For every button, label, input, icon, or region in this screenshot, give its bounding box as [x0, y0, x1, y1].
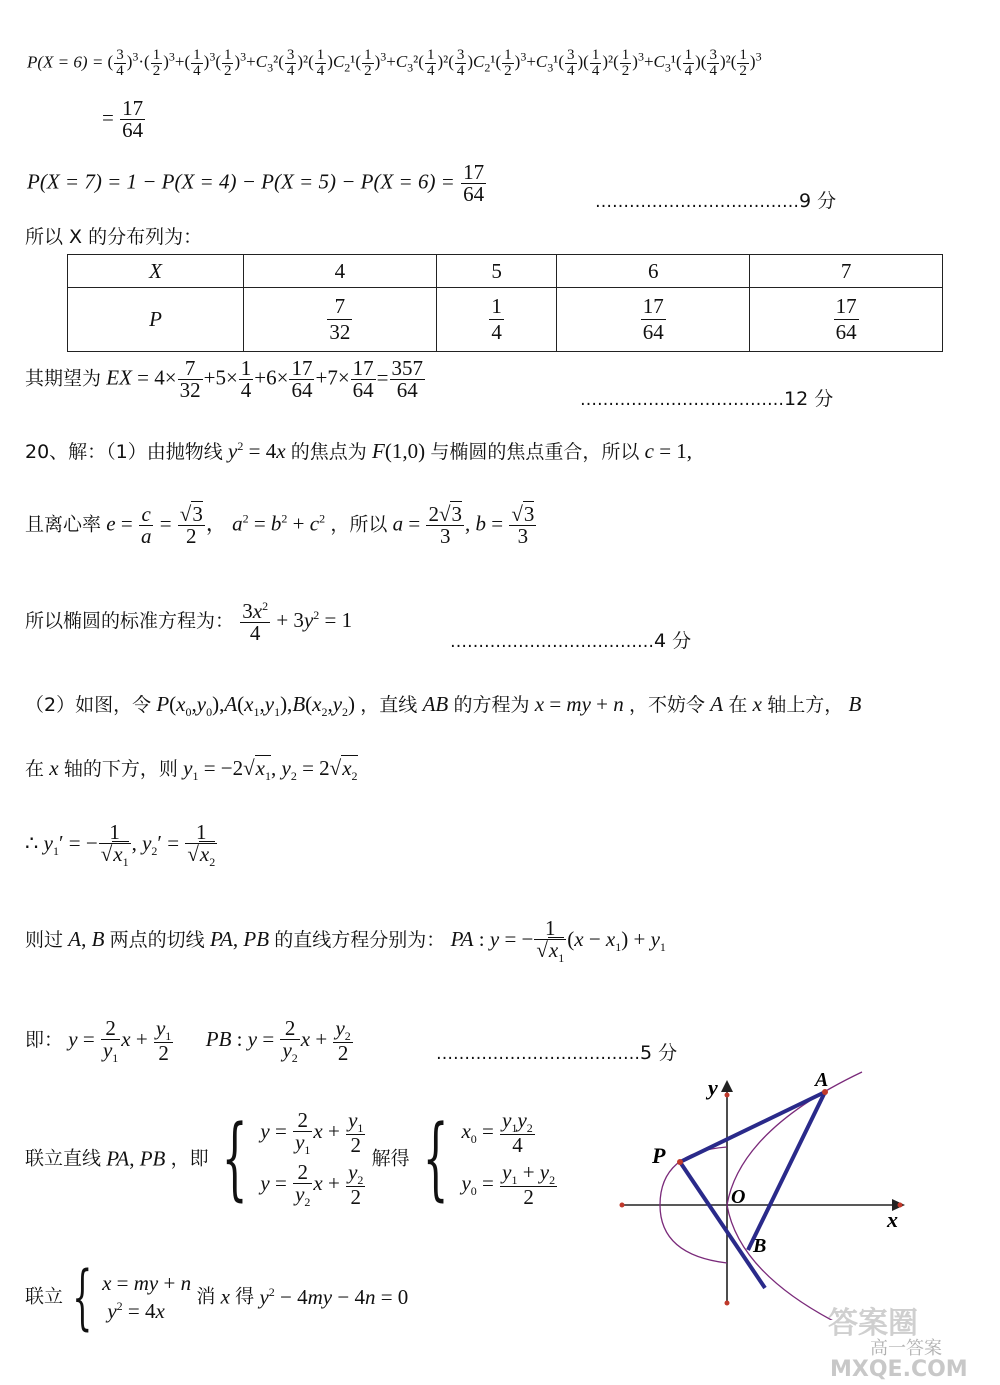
- label-x: x: [887, 1207, 898, 1232]
- p-x6-line: P(X = 6) = ( $\frac{3}{4}$ )$^3$·( $\frac{1}{2}$ )$^3$+( $\frac{1}{4}$ )$^3$( $\frac{1}{2}$ )$^3+C_3^2$( $\frac{3}{4}$ )²( $\frac{1}{4}$ )$C_2^1$( $\frac{1}{2}$ )$^3+C_3^2$( $\frac{1}{4}$ )²( $\frac{3}{4}$ )$C_2^1$( $\frac{1}{2}$ )$^3+C_3^1$( $\frac{3}{4}$ )( $\frac{1}{4}$ )²( $\frac{1}{2}$ )$^3+C_3^1$( $\frac{1}{4}$ )( $\frac{3}{4}$ )²( $\frac{1}{2}$ )$^3$: [27, 47, 762, 79]
- distribution-table: [67, 254, 943, 352]
- label-o: O: [731, 1186, 746, 1208]
- expectation-line: 其期望为 EX = 4× $\frac{7}{32}$ +5× $\frac{1}{4}$ +6× $\frac{17}{64}$ +7× $\frac{17}{64}$ = $\frac{357}{64}$: [25, 356, 424, 402]
- p-x7-lhs: P(X = 7) = 1 − P(X = 4) − P(X = 5) − P(X = 6) =: [27, 169, 455, 194]
- score-9: ………………………………9 分: [595, 190, 837, 212]
- parabola-ellipse-figure: [600, 1060, 920, 1320]
- line-ab: [748, 1092, 825, 1250]
- watermark-logo: 答案圈: [828, 1306, 918, 1341]
- system-line: 联立直线 PA, PB ，即 { y = $\frac{2}{y_1}$ x + $\frac{y_1}{2}$ y = $\frac{2}{y_2}$ x + $\frac{y_2}{2}$ 解得 { $x_0$ = $\frac{y_1y_2}{4}$ $y_0$ = $\frac{y_1 + y_2}{2}$: [25, 1106, 556, 1212]
- table-row: P $\frac{7}{32}$ $\frac{1}{4}$ $\frac{17}{64}$ $\frac{17}{64}$: [68, 288, 943, 352]
- q20-intro: 20、解：（1）由抛物线 $y^2 = 4x$ 的焦点为 F(1,0) 与椭圆的焦点重合，所以 c = 1,: [25, 439, 693, 463]
- label-y: y: [708, 1075, 718, 1100]
- p-x7-line: P(X = 7) = 1 − P(X = 4) − P(X = 5) − P(X = 6) = $\frac{17}{64}$: [27, 160, 485, 206]
- label-b: B: [753, 1235, 767, 1257]
- watermark-url: MXQE.COM: [830, 1357, 968, 1382]
- score-4: ………………………………4 分: [450, 630, 692, 652]
- system-line-2: 联立 { x = my + n $y^2 = 4x$ 消 x 得 $y^2 - 4my - 4n = 0$: [25, 1256, 409, 1338]
- line-pb: [680, 1162, 765, 1288]
- score-12: ………………………………12 分: [580, 388, 834, 410]
- label-a: A: [815, 1069, 829, 1091]
- part2-line2: 在 x 轴的下方，则 $y_1 = -2√x_1$, $y_2 = 2√x_2$: [25, 756, 358, 784]
- dist-intro: 所以 X 的分布列为：: [25, 226, 203, 248]
- p-x6-result: = $\frac{17}{64}$: [102, 96, 144, 142]
- y-axis-arrow-icon: [721, 1080, 733, 1092]
- label-p: P: [652, 1143, 666, 1168]
- p-x6-lhs: P(X = 6) =: [27, 52, 104, 72]
- eccentricity-line: 且离心率 e = $\frac{c}{a}$ = $\frac{√3}{2}$ ， $a^2 = b^2 + c^2$ ，所以 a = $\frac{2√3}{3}$ , b = $\frac{√3}{3}$: [25, 502, 535, 548]
- tangent-simplified: 即： y = $\frac{2}{y_1}$ x + $\frac{y_1}{2}$ PB : y = $\frac{2}{y_2}$ x + $\frac{y_2}{2}$: [25, 1016, 351, 1066]
- tangent-line: 则过 A, B 两点的切线 PA, PB 的直线方程分别为： PA : y = − $\frac{1}{√x_1}$ $(x - x_1) + y_1$: [25, 916, 666, 966]
- table-row: X 4 5 6 7: [68, 255, 943, 288]
- parabola-curve: [727, 1072, 862, 1320]
- watermark-subtitle: 高一答案: [870, 1338, 942, 1359]
- part2-line1: （2）如图，令 $P(x_0,y_0),A(x_1,y_1),B(x_2,y_2)$ ，直线 AB 的方程为 x = my + n ，不妨令 A 在 x 轴上方， B: [25, 692, 862, 720]
- derivative-line: ∴ $y_1'$ = − $\frac{1}{√x_1}$ , $y_2'$ = $\frac{1}{√x_2}$: [25, 820, 216, 870]
- score-5: ………………………………5 分: [436, 1042, 678, 1064]
- standard-equation-line: 所以椭圆的标准方程为： $\frac{3x^2}{4}$ + $3y^2 = 1$: [25, 599, 353, 645]
